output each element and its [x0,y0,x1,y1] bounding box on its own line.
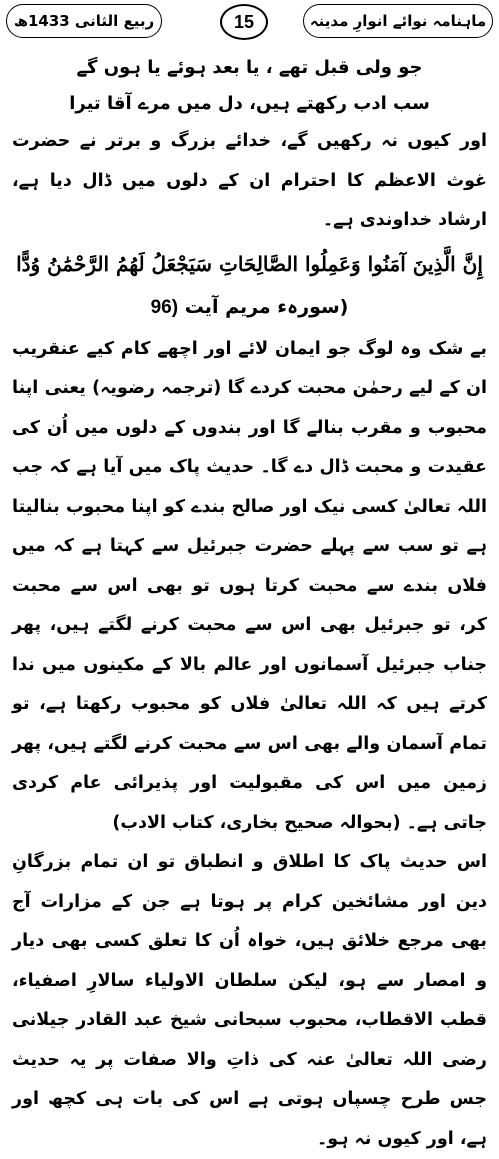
paragraph-1: بے شک وہ لوگ جو ایمان لائے اور اچھے کام کیے عنقریب ان کے لیے رحمٰن محبت کردے گا (ترجمہ رضویہ) یعنی اپنا محبوب و مقرب بنالے گا اور بندوں کے دلوں میں اُن کی عقیدت و محبت ڈال دے گا۔ حدیث پاک میں آیا ہے کہ جب اللہ تعالیٰ کسی نیک اور صالح بندے کو اپنا محبوب بنالیتا ہے تو سب سے پہلے حضرت جبرئیل سے کہتا ہے کہ میں فلاں بندے سے محبت کرتا ہوں تو بھی اس سے محبت کر، تو جبرئیل بھی اس سے محبت کرنے لگتے ہیں، پھر جناب جبرئیل آسمانوں اور عالم بالا کے مکینوں میں ندا کرتے ہیں کہ اللہ تعالیٰ فلاں کو محبوب رکھتا ہے، تو تمام آسمان والے بھی اس سے محبت کرنے لگتے ہیں، پھر زمین میں اس کی مقبولیت اور پذیرائی عام کردی جاتی ہے۔ (بحوالہ صحیح بخاری، کتاب الادب) [12,338,487,833]
issue-date: ربیع الثانی 1433ھ [13,12,155,30]
article-body [12,50,487,1159]
ayah-reference-text: (سورہء مریم آیت [178,295,349,318]
ayah-reference-number: (96 [150,296,179,318]
intro-paragraph: اور کیوں نہ رکھیں گے، خدائے بزرگ و برتر نے حضرت غوث الاعظم کا احترام ان کے دلوں میں ڈال دیا ہے، ارشاد خداوندی ہے۔ [12,131,487,230]
poem-line-2: سب ادب رکھتے ہیں، دل میں مرے آقا تیرا [69,93,430,114]
ayah-reference [12,287,487,328]
issue-date-badge [6,4,162,38]
magazine-title-badge [303,4,493,38]
quran-ayah: إِنَّ الَّذِينَ آمَنُوا وَعَمِلُوا الصَّالِحَاتِ سَيَجْعَلُ لَهُمُ الرَّحْمَٰنُ وُدًّا [16,251,483,276]
poem-line-1: جو ولی قبل تھے ، یا بعد ہوئے یا ہوں گے [76,57,423,78]
page-header [6,4,493,40]
page-number: 15 [233,11,255,32]
page-number-badge [220,4,268,40]
magazine-title: ماہنامہ نوائے انوارِ مدینہ [309,12,487,30]
paragraph-2: اس حدیث پاک کا اطلاق و انطباق تو ان تمام بزرگانِ دین اور مشائخین کرام پر ہوتا ہے جن کے مزارات آج بھی مرجع خلائق ہیں، خواہ اُن کا تعلق کسی بھی دیار و امصار سے ہو، لیکن سلطان الاولیاء سالارِ اصفیاء، قطب الاقطاب، محبوب سبحانی شیخ عبد القادر جیلانی رضی اللہ تعالیٰ عنہ کی ذاتِ والا صفات پر یہ حدیث جس طرح چسپاں ہوتی ہے اس کی بات ہی کچھ اور ہے، اور کیوں نہ ہو۔ [12,852,487,1149]
